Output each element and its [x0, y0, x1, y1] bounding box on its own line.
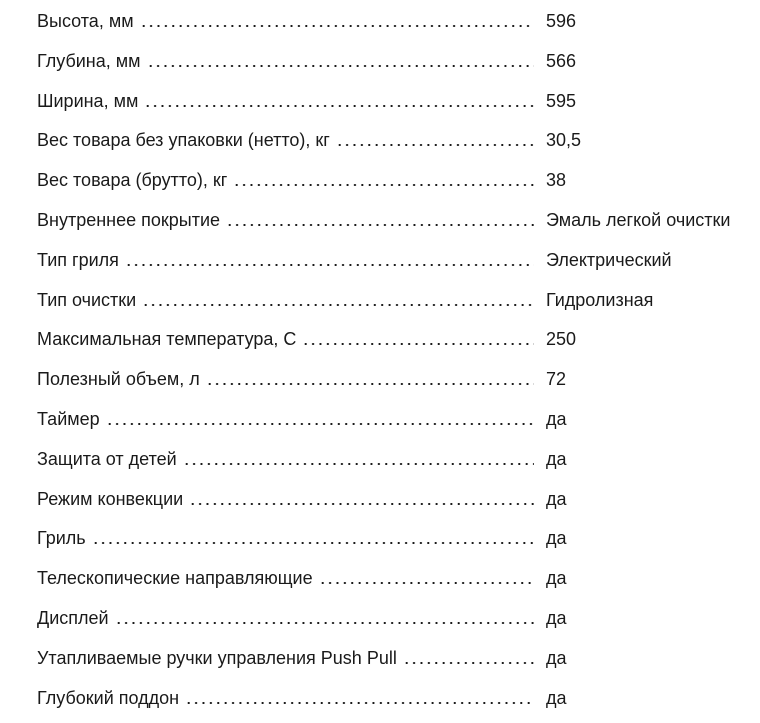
dot-leader	[142, 304, 534, 306]
spec-list	[37, 2, 760, 718]
dot-leader	[226, 224, 534, 226]
spec-row-grill-type	[37, 241, 760, 281]
dot-leader	[403, 662, 534, 664]
spec-value: 72	[546, 369, 567, 390]
dot-leader	[147, 65, 534, 67]
spec-label: Внутреннее покрытие	[37, 209, 221, 230]
spec-row-depth	[37, 42, 760, 82]
spec-label-cell	[37, 559, 534, 599]
dot-leader	[206, 383, 534, 385]
spec-row-push-pull-knobs	[37, 639, 760, 679]
spec-label: Режим конвекции	[37, 488, 184, 509]
spec-value: да	[546, 568, 567, 589]
spec-value: да	[546, 408, 567, 429]
spec-value: 596	[546, 11, 577, 31]
spec-value: да	[546, 607, 567, 628]
spec-label-cell	[37, 2, 534, 42]
spec-label-cell	[37, 82, 534, 122]
spec-label-cell	[37, 639, 534, 679]
spec-label: Тип очистки	[37, 289, 137, 310]
spec-label: Максимальная температура, С	[37, 329, 297, 350]
spec-row-telescopic-rails	[37, 559, 760, 599]
spec-row-timer	[37, 400, 760, 440]
spec-label-cell	[37, 241, 534, 281]
spec-label: Таймер	[37, 408, 100, 429]
spec-label: Вес товара без упаковки (нетто), кг	[37, 130, 330, 151]
spec-value: Электрический	[546, 249, 672, 270]
spec-label-cell	[37, 599, 534, 639]
dot-leader	[233, 184, 534, 186]
spec-row-display	[37, 599, 760, 639]
spec-label: Дисплей	[37, 607, 109, 628]
spec-label-cell	[37, 281, 534, 321]
spec-value: Гидролизная	[546, 289, 654, 310]
spec-value: да	[546, 647, 567, 668]
spec-label-cell	[37, 480, 534, 520]
dot-leader	[319, 582, 534, 584]
dot-leader	[144, 105, 534, 107]
spec-label: Вес товара (брутто), кг	[37, 170, 228, 191]
dot-leader	[92, 542, 534, 544]
spec-value: 250	[546, 329, 577, 350]
dot-leader	[125, 264, 534, 266]
spec-row-deep-tray	[37, 679, 760, 719]
spec-label-cell	[37, 121, 534, 161]
spec-label-cell	[37, 161, 534, 201]
spec-label: Защита от детей	[37, 448, 177, 469]
dot-leader	[185, 702, 534, 704]
spec-label: Телескопические направляющие	[37, 568, 313, 589]
spec-label: Тип гриля	[37, 249, 119, 270]
spec-value: да	[546, 448, 567, 469]
dot-leader	[140, 25, 534, 27]
spec-row-gross-weight	[37, 161, 760, 201]
spec-row-max-temperature	[37, 320, 760, 360]
spec-row-width	[37, 82, 760, 122]
dot-leader	[336, 144, 534, 146]
spec-label-cell	[37, 400, 534, 440]
dot-leader	[106, 423, 534, 425]
spec-label-cell	[37, 201, 534, 241]
spec-value: 566	[546, 50, 577, 71]
spec-label: Глубина, мм	[37, 50, 141, 71]
dot-leader	[189, 503, 534, 505]
spec-value: Эмаль легкой очистки	[546, 209, 731, 230]
spec-value: да	[546, 687, 567, 708]
spec-row-height	[37, 2, 760, 42]
spec-row-net-weight	[37, 121, 760, 161]
spec-label: Полезный объем, л	[37, 369, 200, 390]
spec-label-cell	[37, 42, 534, 82]
spec-row-convection	[37, 480, 760, 520]
spec-label: Ширина, мм	[37, 90, 139, 111]
spec-label: Высота, мм	[37, 11, 134, 31]
spec-label-cell	[37, 679, 534, 719]
spec-label: Утапливаемые ручки управления Push Pull	[37, 647, 397, 668]
spec-row-cleaning-type	[37, 281, 760, 321]
spec-row-child-lock	[37, 440, 760, 480]
dot-leader	[302, 343, 534, 345]
spec-label: Глубокий поддон	[37, 687, 180, 708]
dot-leader	[115, 622, 534, 624]
spec-value: 30,5	[546, 130, 582, 151]
spec-label-cell	[37, 440, 534, 480]
spec-row-useful-volume	[37, 360, 760, 400]
spec-label: Гриль	[37, 528, 86, 549]
spec-value: да	[546, 488, 567, 509]
spec-row-grill	[37, 519, 760, 559]
spec-label-cell	[37, 519, 534, 559]
spec-value: да	[546, 528, 567, 549]
dot-leader	[183, 463, 534, 465]
spec-label-cell	[37, 320, 534, 360]
spec-row-inner-coating	[37, 201, 760, 241]
spec-label-cell	[37, 360, 534, 400]
spec-value: 595	[546, 90, 577, 111]
spec-value: 38	[546, 170, 567, 191]
